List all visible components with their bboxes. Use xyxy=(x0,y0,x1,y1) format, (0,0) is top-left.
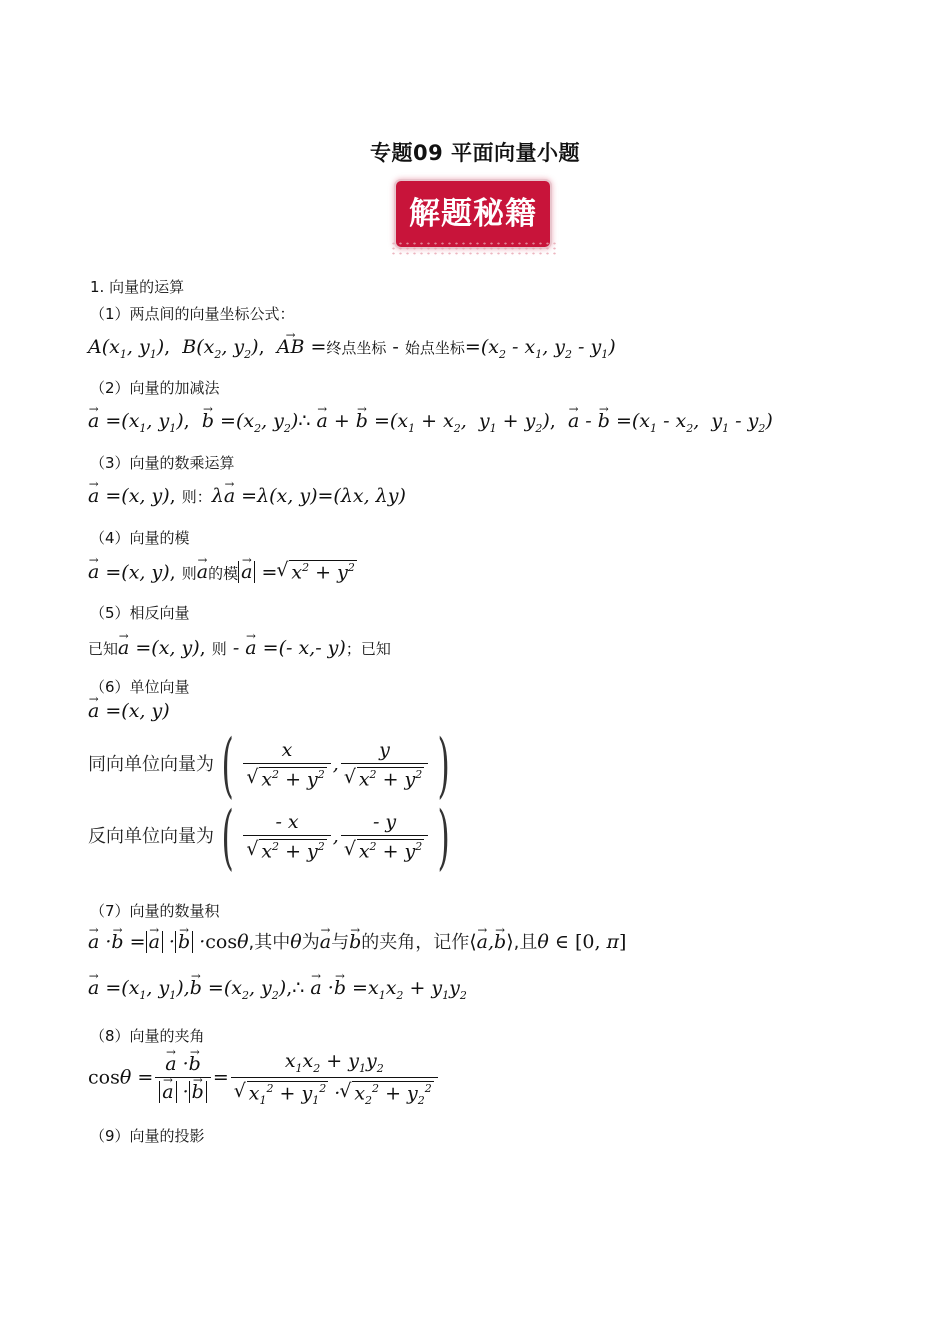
item-heading-5: （5）相反向量 xyxy=(90,604,190,622)
label-modulus-of: 的模 xyxy=(208,564,239,583)
item-heading-9: （9）向量的投影 xyxy=(90,1127,205,1145)
item-heading-3: （3）向量的数乘运算 xyxy=(90,454,235,472)
item-heading-6: （6）单位向量 xyxy=(90,678,190,696)
section-heading: 1. 向量的运算 xyxy=(90,278,185,296)
formula-unit-same: 同向单位向量为 ( x √ $x^2 + y^2$ , y √ $x^2 + y^2$ ) xyxy=(88,730,458,800)
formula-dot-coords: → $a =(x_1$, $y_1),\to b =(x_2$, $y_2),\therefore \to a \cdot\to b =x_1x_2 + y_1y_2$ xyxy=(88,977,467,1002)
label-known: 已知 xyxy=(88,640,119,658)
formula-add-sub: → $a =(x_1$, $y_1$), → $b =(x_2$, $y_2)\therefore \to a$ + → $b =(x_1 + x_2$, $y_1 + y_2$), → a - → $b =(x_1 - x_2$, $y_1 - y_2$) xyxy=(88,410,773,435)
item-heading-1: （1）两点间的向量坐标公式： xyxy=(90,305,295,323)
label-end-coord: 终点坐标 xyxy=(326,339,387,357)
formula-modulus: → a =(x, y), 则→ a的模→ a =√ $x^2 + y^2$ xyxy=(88,560,357,583)
formula-dot-product: → a ·→ b =→ a ·→ b ·cosθ,其中θ为→ a与→ b的夹角，记作⟨→ a,→ b⟩,且θ ∈ [0, π] xyxy=(88,928,626,954)
item-heading-8: （8）向量的夹角 xyxy=(90,1027,205,1045)
label-is: 为 xyxy=(301,932,320,953)
label-opposite-direction: 反向单位向量为 xyxy=(88,826,214,847)
formula-opposite: 已知→ a =(x, y), 则 - → a =(- x,- y)；已知 xyxy=(88,637,391,659)
label-start-coord: 始点坐标 xyxy=(404,339,465,357)
label-angle: 的夹角，记作 xyxy=(361,932,470,953)
formula-unit-a: → a =(x, y) xyxy=(88,700,170,722)
formula-angle: cosθ = → a ·→ b → a ·→ b = $x_1x_2 + y_1y_2$ √ $x_1^2 + y_1^2$ ·√ $x_2^2 + y_2^2$ xyxy=(88,1050,440,1107)
label-then: 则： xyxy=(181,488,212,506)
stamp-text: 解题秘籍 xyxy=(409,196,537,232)
label-same-direction: 同向单位向量为 xyxy=(88,754,214,775)
label-and-theta: ,且 xyxy=(513,932,538,953)
item-heading-2: （2）向量的加减法 xyxy=(90,379,220,397)
stamp-badge xyxy=(396,181,550,247)
label-then-3: 则 xyxy=(211,640,227,658)
item-heading-4: （4）向量的模 xyxy=(90,529,190,547)
page-title: 专题09 平面向量小题 xyxy=(369,141,581,165)
formula-scalar-mult: → a =(x, y), 则：λ→ a =λ(x, y)=(λx, λy) xyxy=(88,485,406,507)
item-heading-7: （7）向量的数量积 xyxy=(90,902,220,920)
label-then-2: 则 xyxy=(181,564,197,583)
formula-unit-opposite: 反向单位向量为 ( - x √ $x^2 + y^2$ , - y √ $x^2 + y^2$ ) xyxy=(88,802,458,872)
label-and: 与 xyxy=(331,932,350,953)
label-known-2: ；已知 xyxy=(345,640,391,658)
label-where: ,其中 xyxy=(248,932,291,953)
formula-two-points: $A(x_1$, $y_1$), $B(x_2$, $y_2$), → AB =终点坐标 - 始点坐标$=(x_2 - x_1$, $y_2 - y_1$) xyxy=(88,336,616,361)
stamp-texture xyxy=(390,241,556,255)
